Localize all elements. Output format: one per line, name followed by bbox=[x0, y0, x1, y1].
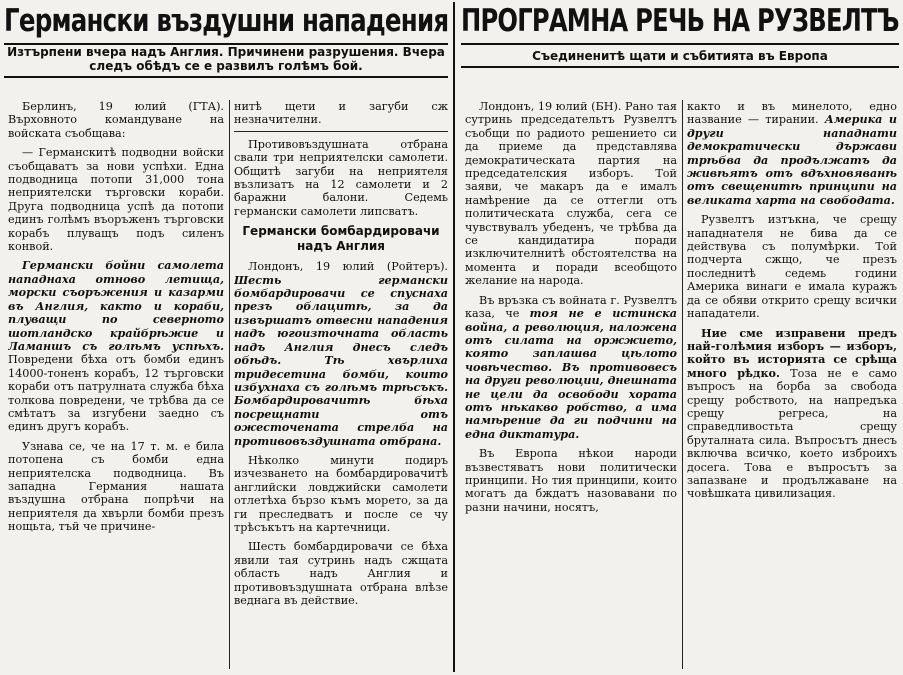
article-columns bbox=[0, 100, 452, 675]
column-1 bbox=[8, 100, 224, 675]
paragraph bbox=[687, 327, 897, 501]
subhead-rule bbox=[461, 66, 899, 68]
italic-text: Америка и други нападнати демократически държави трѣбва да продължатъ да живѣятъ отъ вдъхновяванѣ отъ свещенитѣ принципи на великата харта на свободата. bbox=[687, 112, 897, 207]
column-divider bbox=[682, 100, 683, 669]
text: Въ връзка съ войната г. Рузвелтъ каза, че bbox=[465, 293, 677, 321]
headline: Германски въздушни нападения bbox=[4, 3, 449, 39]
paragraph: Шесть бомбардировачи се бѣха явили тая сутринь надъ сжщата область надъ Англия и противовъздушната отбрана влѣзе веднага въ действие. bbox=[234, 540, 448, 607]
paragraph: Нѣколко минути подиръ изчезването на бомбардировачитѣ английски ловджийски самолети отлетѣха бързо къмъ морето, за да ги преследватъ и после се чу трѣсъкътъ на картечници. bbox=[234, 453, 448, 534]
paragraph bbox=[8, 259, 224, 433]
italic-text: Шесть германски бомбардировачи се спуснаха презъ облацитѣ, за да извършатъ отвесни нападения надъ югоизточната область надъ Англия днесъ следъ обѣдъ. Тѣ хвърлиха тридесетина бомби, които избухнаха съ голѣмъ трѣсъкъ. Бомбардировачитѣ бѣха посрещнати отъ ожесточената стрелба на противовъздушната отбрана. bbox=[234, 272, 448, 448]
paragraph: Узнава се, че на 17 т. м. е била потопена съ бомби една неприятелска подводница. Въ западна Германия нашата въздушна отбрана попрѣчи на неприятеля да хвърли бомби презъ нощьта, тъй че причине- bbox=[8, 439, 224, 534]
article-columns bbox=[457, 100, 903, 675]
paragraph: Берлинъ, 19 юлий (ГТА). Върховното командуване на войската съобщава: bbox=[8, 100, 224, 140]
column-2 bbox=[687, 100, 897, 675]
text: Повредени бѣха отъ бомби единъ 14000-тоненъ корабъ, 12 търговски кораби отъ патрулната служба бѣха толкова повредени, че трѣбва да се смѣтатъ за изгубени заедно съ единъ другъ корабъ. bbox=[8, 353, 224, 434]
text: Тоза не е само въпросъ на борба за свобода срещу робството, на напредъка срещу регреса, на справедливостьта срещу бруталната сила. Въпросътъ днесъ включва всичко, което изброихъ досега. Това е въпросътъ за запазване и продължаване на човѣшката цивилизация. bbox=[687, 366, 897, 501]
paragraph: Въ Европа нѣкои народи възвестяватъ нови политически принципи. Но тия принципи, които могатъ да бждатъ назовавани по разни начини, носятъ, bbox=[465, 447, 677, 514]
section-heading: Германски бомбардировачи надъ Англия bbox=[242, 224, 440, 254]
text: Лондонъ, 19 юлий (Ройтеръ). bbox=[248, 260, 448, 274]
column-2 bbox=[234, 100, 448, 675]
headline: ПРОГРАМНА РЕЧЬ НА РУЗВЕЛТЪ bbox=[461, 3, 899, 39]
paragraph bbox=[687, 100, 897, 207]
subhead-rule bbox=[4, 76, 448, 78]
paragraph: нитѣ щети и загуби сж незначителни. bbox=[234, 100, 448, 132]
column-divider bbox=[229, 100, 230, 669]
paragraph bbox=[234, 260, 448, 448]
paragraph: Противовъздушната отбрана свали три неприятелски самолети. Общитѣ загуби на неприятеля възлизатъ на 12 самолети и 2 баражни балони. Седемь германски самолети липсватъ. bbox=[234, 137, 448, 218]
text: както и въ минелото, едно название — тирании. bbox=[687, 100, 897, 127]
paragraph: Рузвелтъ изтъкна, че срещу нападнателя не бива да се действува съ полумѣрки. Той подчерта сжщо, че презъ последнитѣ седемь години Америка винаги е имала куражъ да се обяви открито срещу всички нападатели. bbox=[687, 213, 897, 321]
paragraph bbox=[465, 294, 677, 441]
italic-text: Германски бойни самолета нападнаха отново летища, морски съоръжения и казарми въ Англия, както и кораби, плуващи по северното шотландско крайбрѣжие и Ламаншъ съ голѣмъ успѣхъ. bbox=[8, 258, 224, 353]
subheadline: Изтърпени вчера надъ Англия. Причинени разрушения. Вчера следъ обѣдъ се е развилъ голѣмъ бой. bbox=[7, 45, 445, 73]
paragraph: — Германскитѣ подводни войски съобщаватъ за нови успѣхи. Една подводница потопи 31,000 тона неприятелски търговски кораби. Друга подводница успѣ да потопи единъ голѣмъ въоръженъ търговски корабъ плуващъ подъ силенъ конвой. bbox=[8, 146, 224, 254]
article-roosevelt-speech bbox=[457, 0, 903, 675]
italic-text: тоя не е истинска война, а революция, наложена отъ силата на оржжието, която заплашва цѣлото човѣчество. Въ противовесъ на други революции, днешната не цели да освободи хората отъ нѣкакво робство, а има намѣрение да ги подчини на една диктатура. bbox=[465, 306, 677, 441]
article-divider bbox=[453, 2, 455, 672]
column-1 bbox=[465, 100, 677, 675]
headline-rule bbox=[461, 43, 899, 45]
bold-text: Ние сме изправени предъ най-голѣмия изборъ — изборъ, който въ историята се срѣща много рѣдко. bbox=[687, 325, 897, 380]
subheadline: Съединенитѣ щати и събитията въ Европа bbox=[532, 49, 828, 63]
paragraph: Лондонъ, 19 юлий (БН). Рано тая сутринь председательтъ Рузвелтъ съобщи по радиото решението си да приеме да представлява демократическата партия на председателския изборъ. Той заяви, че макаръ да е ималъ намѣрение да се оттегли отъ политическата служба, сега се чувствувалъ убеденъ, че трѣбва да се кандидатира поради изключителнитѣ обстоятелства на момента и поради всеобщото желание на народа. bbox=[465, 100, 677, 288]
